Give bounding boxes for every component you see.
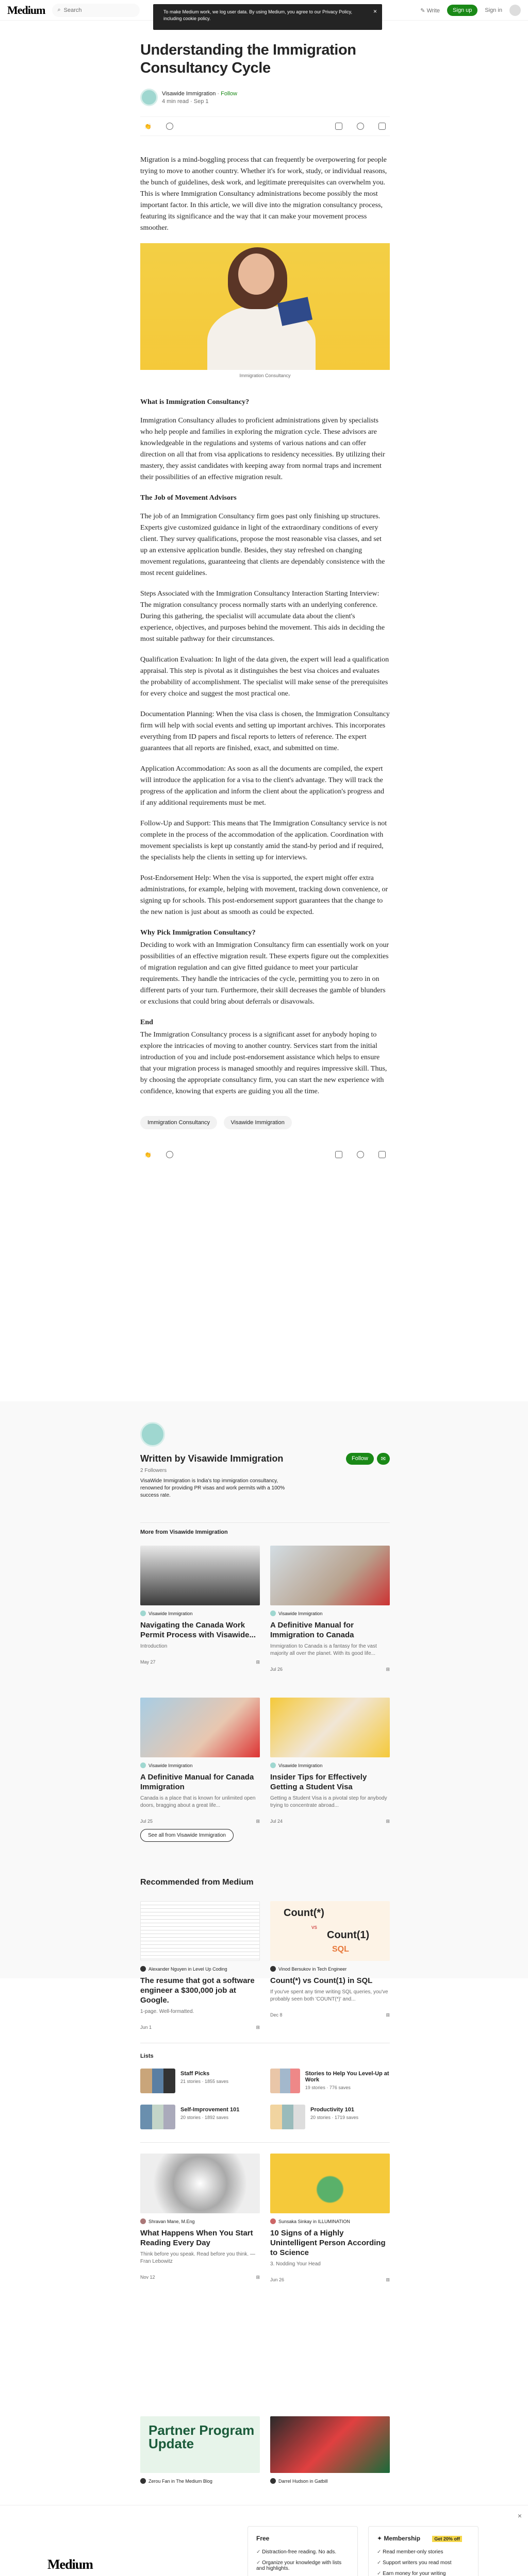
- bookmark-icon[interactable]: [335, 123, 342, 130]
- membership-plan: [368, 2526, 478, 2576]
- author-row: Visawide Immigration · Follow 4 min read · Sep 1: [140, 89, 390, 106]
- story-subtitle: If you've spent any time writing SQL queries, you've probably seen both 'COUNT(*)' and...: [270, 1989, 388, 2002]
- intro-paragraph: Migration is a mind-boggling process that can frequently be overpowering for people trying to move to another country. Whether it's for work, study, or individual reasons, the bunch of guidelines, desk work, and legitimate prerequisites can overwhelm you. This is where Immigration Consultancy administrations become possibly the most important factor. In this article, we will dive into the migration consultancy process, featuring its significance and the way that it can make your movement process smoother.: [140, 156, 387, 232]
- section-paragraph: The job of an Immigration Consultancy firm goes past only finishing up structures. Experts give customized guidance in light of the extraordinary conditions of every client. They survey qualifications, propose the most reasonable visa classes, and set up an extensive application bundle. Besides, they stay refreshed on changing movement regulations, guaranteeing that clients are dependably consistence with the most recent guidelines.: [140, 513, 385, 577]
- story-card[interactable]: [140, 1546, 260, 1665]
- close-icon[interactable]: ×: [373, 8, 377, 15]
- bookmark-icon[interactable]: ⊞: [256, 2275, 260, 2280]
- publisher-name[interactable]: Shravan Mane, M.Eng: [148, 2218, 195, 2224]
- publisher-name[interactable]: Vinod Bersukov in Tech Engineer: [278, 1966, 347, 1972]
- publisher-name[interactable]: Darrel Hudson in Gatbill: [278, 2478, 328, 2484]
- bookmark-icon[interactable]: ⊞: [386, 1819, 390, 1824]
- follow-button[interactable]: Follow: [346, 1453, 374, 1465]
- story-subtitle: Canada is a place that is known for unlimited open doors, bragging about a great life...: [140, 1795, 256, 1808]
- section-paragraph: Post-Endorsement Help: When the visa is supported, the expert might offer extra administrations, for example, helping with movement, tracking down convenience, or signing up for schools. This post-endorsement support guarantees that the change to the new nation is just about as smooth as could be expected.: [140, 874, 388, 916]
- story-title[interactable]: The resume that got a software engineer a $300,000 job at Google.: [140, 1976, 255, 2005]
- list-thumbnail: [270, 2069, 300, 2093]
- share-icon[interactable]: [378, 123, 386, 130]
- story-date: Jul 26: [270, 1667, 283, 1672]
- publisher-avatar: [270, 2478, 276, 2484]
- plan-feature: ✓ Organize your knowledge with lists and highlights.: [256, 2560, 349, 2571]
- action-bar: [140, 116, 390, 136]
- plan-title: Free: [256, 2535, 270, 2542]
- article: [140, 41, 390, 1164]
- story-date: Jun 1: [140, 2025, 152, 2030]
- publisher-name[interactable]: Alexander Nguyen in Level Up Coding: [148, 1966, 227, 1972]
- story-thumbnail[interactable]: [140, 2416, 260, 2473]
- search-icon: ⌕: [57, 7, 61, 13]
- search-box[interactable]: [52, 4, 140, 17]
- story-date: Dec 8: [270, 2012, 283, 2018]
- play-icon[interactable]: [357, 123, 364, 130]
- story-title[interactable]: A Definitive Manual for Canada Immigration: [140, 1773, 254, 1791]
- story-date: May 27: [140, 1659, 156, 1665]
- story-card[interactable]: [140, 2416, 260, 2484]
- publisher-avatar: [140, 1966, 146, 1972]
- story-thumbnail[interactable]: [140, 2154, 260, 2213]
- section-paragraph: Qualification Evaluation: In light of the data given, the expert will lead a qualification appraisal. This step is pivotal as it distinguishes the best visa choices and evaluates the probability of accomplishment. The specialist will make sense of the prerequisites for every choice and suggest the most practical one.: [140, 656, 389, 698]
- bookmark-icon[interactable]: ⊞: [256, 2025, 260, 2030]
- play-icon[interactable]: [357, 1151, 364, 1158]
- bottom-action-bar: [140, 1145, 390, 1164]
- clap-icon[interactable]: 👏: [144, 123, 152, 130]
- share-icon[interactable]: [378, 1151, 386, 1158]
- story-title[interactable]: Insider Tips for Effectively Getting a Student Visa: [270, 1773, 367, 1791]
- followers-count[interactable]: 2 Followers: [140, 1468, 167, 1473]
- list-item[interactable]: [270, 2069, 390, 2095]
- plan-feature: ✓ Support writers you read most: [377, 2560, 470, 2566]
- publisher-name[interactable]: Visawide Immigration: [278, 1762, 323, 1768]
- article-meta: 4 min read · Sep 1: [162, 98, 209, 105]
- list-thumbnail: [270, 2105, 305, 2129]
- section-paragraph: Application Accommodation: As soon as all the documents are compiled, the expert will introduce the application for a visa to the client's advantage. They will track the progress of the application and inform the client about the application's progress and if any additional requirements must be met.: [140, 765, 384, 807]
- list-meta: 20 stories · 1892 saves: [180, 2115, 229, 2120]
- write-label: Write: [426, 7, 440, 14]
- story-card[interactable]: [140, 1901, 260, 2030]
- section-paragraph: Follow-Up and Support: This means that The Immigration Consultancy service is not complete in the process of the accommodation of the application. Coordination with movement specialists is kept up constantly amid the stand-by period and if required, the specialists help the clients in setting up for interviews.: [140, 820, 387, 861]
- story-date: Jun 26: [270, 2277, 285, 2282]
- story-thumbnail[interactable]: [140, 1698, 260, 1757]
- author-bio: VisaWide Immigration is India's top immigration consultancy, renowned for providing PR visas and work permits with a 100% success rate.: [140, 1478, 285, 1498]
- section-heading: End: [140, 1019, 153, 1026]
- story-title[interactable]: What Happens When You Start Reading Every Day: [140, 2229, 253, 2247]
- star-icon: ✦: [377, 2535, 384, 2542]
- section-paragraph: Immigration Consultancy alludes to proficient administrations given by specialists who help people and families in exploring the migration cycle. These advisors are knowledgeable in the regulations and systems of various nations and can offer direction on all that from visa applications to residency necessities. By utilizing their mastery, they assist candidates with keeping away from normal traps and increment their possibilities of an effective migration result.: [140, 417, 385, 481]
- story-thumbnail[interactable]: [140, 1901, 260, 1961]
- written-by: Written by Visawide Immigration: [140, 1453, 284, 1464]
- story-subtitle: Introduction: [140, 1643, 168, 1649]
- author-name[interactable]: Visawide Immigration: [162, 90, 216, 97]
- list-item[interactable]: [140, 2105, 260, 2131]
- section-paragraph: The Immigration Consultancy process is a significant asset for anybody hoping to explore the intricacies of moving to another country. Services start from the initial introduction of you and include post-endorsement assistance which helps to ensure that your migration process is managed smoothly and requires impressive skill. Thus, by choosing the appropriate consultancy firm, you can start the new experience with confidence, knowing that experts are guiding you all the time.: [140, 1031, 387, 1095]
- story-subtitle: 3. Nodding Your Head: [270, 2261, 321, 2267]
- story-title[interactable]: 10 Signs of a Highly Unintelligent Person According to Science: [270, 2229, 386, 2257]
- story-card[interactable]: [140, 1698, 260, 1824]
- tag[interactable]: Immigration Consultancy: [140, 1116, 217, 1129]
- story-date: Jul 24: [270, 1819, 283, 1824]
- publisher-avatar: [140, 1762, 146, 1768]
- bookmark-icon[interactable]: ⊞: [256, 1819, 260, 1824]
- recommended-heading: Recommended from Medium: [140, 1878, 254, 1887]
- publisher-name[interactable]: Visawide Immigration: [278, 1611, 323, 1616]
- write-icon: ✎: [420, 7, 425, 14]
- signin-link[interactable]: Sign in: [485, 7, 502, 13]
- list-title[interactable]: Stories to Help You Level-Up at Work: [305, 2071, 389, 2083]
- write-link[interactable]: [420, 7, 440, 14]
- bookmark-icon[interactable]: ⊞: [386, 2277, 390, 2282]
- story-subtitle: 1-page. Well-formatted.: [140, 2009, 194, 2014]
- publisher-name[interactable]: Zerou Fan in The Medium Blog: [148, 2478, 212, 2484]
- more-from-section: [0, 1401, 528, 1978]
- list-meta: 20 stories · 1719 saves: [310, 2115, 359, 2120]
- close-icon[interactable]: ×: [517, 2512, 522, 2520]
- story-thumbnail[interactable]: [270, 1901, 390, 1961]
- discount-badge: Get 20% off: [432, 2536, 462, 2542]
- story-subtitle: Getting a Student Visa is a pivotal step for anybody trying to concentrate abroad...: [270, 1795, 387, 1808]
- story-card[interactable]: [270, 2154, 390, 2283]
- list-item[interactable]: [140, 2069, 260, 2095]
- bookmark-icon[interactable]: ⊞: [386, 1667, 390, 1672]
- thumb-text-count-star: Count(*): [284, 1907, 324, 1919]
- follow-link[interactable]: Follow: [221, 90, 237, 97]
- story-card[interactable]: [270, 1901, 390, 2018]
- article-title: Understanding the Immigration Consultancy Cycle: [140, 42, 356, 76]
- more-from-heading: More from Visawide Immigration: [140, 1529, 228, 1535]
- signup-button[interactable]: Sign up: [447, 5, 477, 16]
- comment-icon[interactable]: [166, 1151, 173, 1158]
- story-date: Nov 12: [140, 2275, 155, 2280]
- publisher-avatar: [270, 1966, 276, 1972]
- membership-banner: [0, 2505, 528, 2576]
- list-meta: 19 stories · 776 saves: [305, 2085, 351, 2090]
- story-title[interactable]: Count(*) vs Count(1) in SQL: [270, 1976, 373, 1985]
- hero-image: [140, 243, 390, 370]
- about-author: [140, 1422, 390, 1499]
- story-thumbnail[interactable]: [270, 1546, 390, 1605]
- tag[interactable]: Visawide Immigration: [224, 1116, 292, 1129]
- lists-heading: Lists: [140, 2053, 154, 2059]
- clap-icon[interactable]: 👏: [144, 1151, 152, 1158]
- article-sections: [140, 397, 390, 1097]
- section-heading: The Job of Movement Advisors: [140, 494, 237, 502]
- publisher-avatar: [140, 2218, 146, 2224]
- story-thumbnail[interactable]: [270, 2154, 390, 2213]
- section-paragraph: Deciding to work with an Immigration Consultancy firm can essentially work on your possibilities of an effective migration result. These experts figure out the complexities of migration regulation and can give fitted guidance to meet your particular requirements. They handle the intricacies of the cycle, permitting you to zero in on different parts of your turn. Furthermore, their skill decreases the gamble of blunders or exclusions that could bring about deferrals or disavowals.: [140, 941, 389, 1006]
- story-thumbnail[interactable]: [270, 2416, 390, 2473]
- publisher-avatar: [140, 1611, 146, 1616]
- story-card[interactable]: [270, 1546, 390, 1672]
- thumb-text-count-one: Count(1): [327, 1929, 370, 1941]
- plan-feature: ✓ Earn money for your writing: [377, 2571, 470, 2576]
- list-title[interactable]: Productivity 101: [310, 2107, 354, 2113]
- author-avatar[interactable]: [140, 1422, 165, 1447]
- section-paragraph: Steps Associated with the Immigration Consultancy Interaction Starting Interview: The migration consultancy process normally starts with an underlying conference. During this gathering, the specialist will accumulate data about the client's experience, objectives, and purposes behind the movement. This aids in deciding the most suitable pathway for their circumstances.: [140, 590, 385, 643]
- medium-logo: Medium: [47, 2557, 93, 2572]
- publisher-avatar: [270, 1762, 276, 1768]
- plan-title: Membership: [384, 2535, 421, 2542]
- story-date: Jul 25: [140, 1819, 153, 1824]
- story-thumbnail[interactable]: [270, 1698, 390, 1757]
- image-caption: Immigration Consultancy: [239, 373, 291, 378]
- author-avatar[interactable]: [140, 89, 158, 106]
- comment-icon[interactable]: [166, 123, 173, 130]
- free-plan: [248, 2526, 358, 2576]
- top-right-actions: [420, 5, 521, 16]
- list-meta: 21 stories · 1855 saves: [180, 2079, 229, 2084]
- search-placeholder: Search: [63, 7, 82, 13]
- thumb-text: Partner Program Update: [148, 2422, 255, 2451]
- publisher-avatar: [270, 2218, 276, 2224]
- thumb-text-vs: vs: [311, 1924, 317, 1930]
- plan-feature: ✓ Read member-only stories: [377, 2549, 470, 2555]
- publisher-name[interactable]: Visawide Immigration: [148, 1611, 193, 1616]
- publisher-name[interactable]: Sunsaka Sinkay in ILLUMINATION: [278, 2218, 350, 2224]
- story-subtitle: Think before you speak. Read before you think. — Fran Lebowitz: [140, 2251, 255, 2264]
- story-thumbnail[interactable]: [140, 1546, 260, 1605]
- list-title[interactable]: Staff Picks: [180, 2071, 210, 2077]
- banner-copy: [47, 2557, 223, 2576]
- section-heading: What is Immigration Consultancy?: [140, 398, 250, 406]
- publisher-avatar: [270, 1611, 276, 1616]
- sql-icon: SQL: [332, 1945, 349, 1954]
- publisher-avatar: [140, 2478, 146, 2484]
- story-card[interactable]: [270, 1698, 390, 1824]
- story-card[interactable]: [140, 2154, 260, 2280]
- bookmark-icon[interactable]: ⊞: [386, 2012, 390, 2018]
- publisher-name[interactable]: Visawide Immigration: [148, 1762, 193, 1768]
- user-avatar-icon[interactable]: [509, 5, 521, 16]
- bookmark-icon[interactable]: ⊞: [256, 1659, 260, 1665]
- story-card[interactable]: [270, 2416, 390, 2484]
- story-title[interactable]: A Definitive Manual for Immigration to Canada: [270, 1621, 354, 1639]
- subscribe-icon[interactable]: ✉: [377, 1453, 390, 1465]
- cookie-text: To make Medium work, we log user data. By using Medium, you agree to our Privacy Policy, including cookie policy.: [163, 9, 352, 21]
- story-subtitle: Immigration to Canada is a fantasy for the vast majority all over the planet. With its good life...: [270, 1643, 377, 1656]
- list-title[interactable]: Self-Improvement 101: [180, 2107, 240, 2113]
- list-thumbnail: [140, 2069, 175, 2093]
- list-item[interactable]: [270, 2105, 390, 2131]
- section-heading: Why Pick Immigration Consultancy?: [140, 929, 256, 937]
- plan-feature: ✓ Distraction-free reading. No ads.: [256, 2549, 349, 2555]
- tag-list: [140, 1116, 390, 1129]
- section-paragraph: Documentation Planning: When the visa class is chosen, the Immigration Consultancy firm will help with social events and setting up important archives. This incorporates everything from ID papers and fiscal reports to letters of reference. The expert guarantees that all reports are finished, exact, and submitted on time.: [140, 710, 390, 752]
- story-title[interactable]: Navigating the Canada Work Permit Process with Visawide...: [140, 1621, 256, 1639]
- list-thumbnail: [140, 2105, 175, 2129]
- cookie-banner: [153, 4, 382, 30]
- medium-logo[interactable]: Medium: [7, 3, 45, 16]
- bookmark-icon[interactable]: [335, 1151, 342, 1158]
- see-all-button[interactable]: See all from Visawide Immigration: [140, 1829, 234, 1842]
